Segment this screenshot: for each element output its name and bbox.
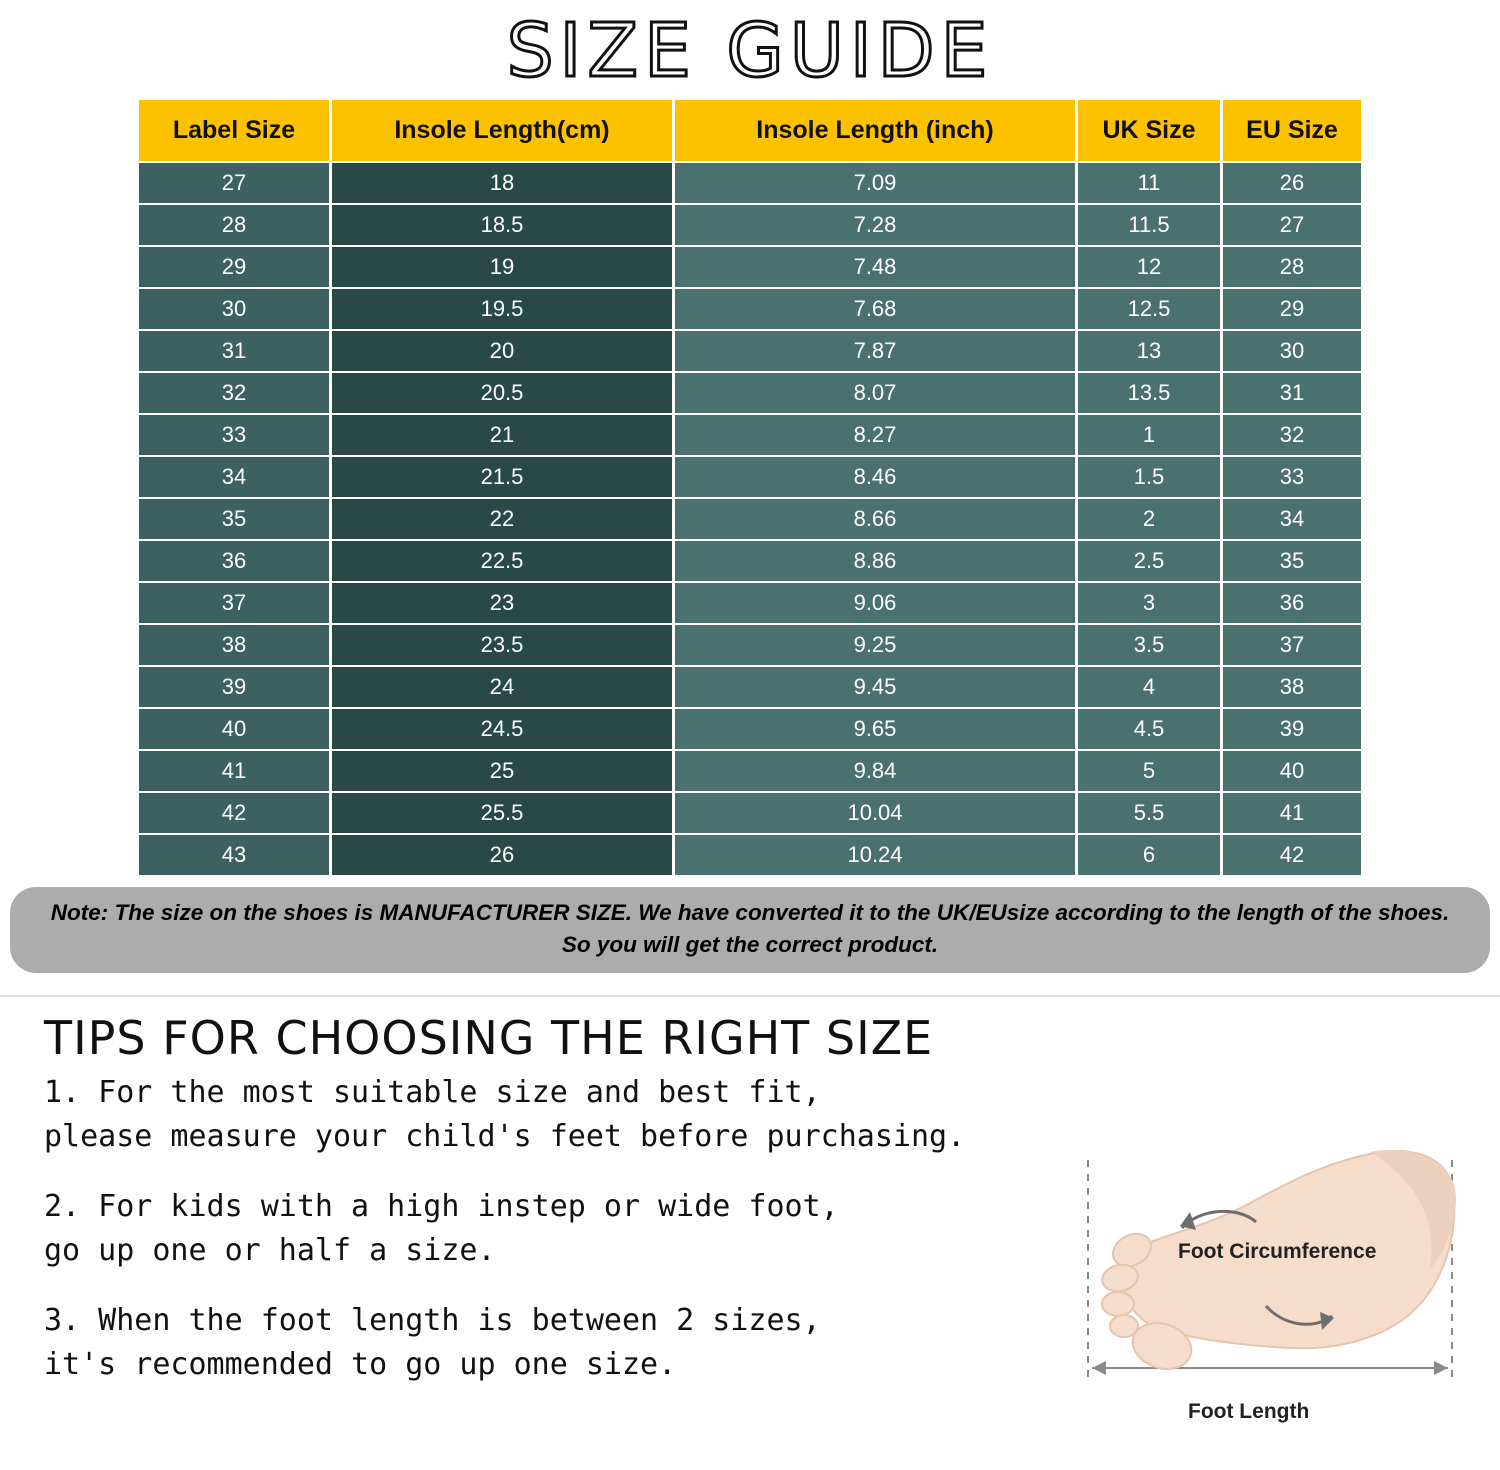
table-cell: 9.65 <box>675 709 1075 749</box>
table-cell: 30 <box>1223 331 1361 371</box>
table-cell: 11.5 <box>1078 205 1220 245</box>
size-table-container <box>0 98 1500 877</box>
table-cell: 31 <box>1223 373 1361 413</box>
table-cell: 19 <box>332 247 672 287</box>
table-cell: 1 <box>1078 415 1220 455</box>
table-cell: 4.5 <box>1078 709 1220 749</box>
table-cell: 2.5 <box>1078 541 1220 581</box>
table-cell: 24.5 <box>332 709 672 749</box>
table-row <box>139 709 1361 749</box>
table-cell: 8.07 <box>675 373 1075 413</box>
tip-item-1: 1. For the most suitable size and best fit, please measure your child's feet before purchasing. <box>44 1075 966 1154</box>
table-row <box>139 205 1361 245</box>
table-cell: 7.48 <box>675 247 1075 287</box>
table-row <box>139 163 1361 203</box>
table-cell: 42 <box>1223 835 1361 875</box>
table-cell: 8.46 <box>675 457 1075 497</box>
tips-heading: TIPS FOR CHOOSING THE RIGHT SIZE <box>44 1011 934 1065</box>
table-cell: 41 <box>1223 793 1361 833</box>
foot-diagram-icon <box>1070 1100 1470 1440</box>
table-row <box>139 499 1361 539</box>
table-cell: 3.5 <box>1078 625 1220 665</box>
foot-measurement-illustration <box>1070 1100 1470 1440</box>
table-cell: 8.27 <box>675 415 1075 455</box>
table-cell: 5 <box>1078 751 1220 791</box>
table-cell: 19.5 <box>332 289 672 329</box>
tip-item-3: 3. When the foot length is between 2 sizes, it's recommended to go up one size. <box>44 1303 821 1382</box>
table-cell: 34 <box>1223 499 1361 539</box>
table-cell: 9.45 <box>675 667 1075 707</box>
foot-length-label: Foot Length <box>1188 1400 1310 1423</box>
table-row <box>139 751 1361 791</box>
table-cell: 38 <box>139 625 329 665</box>
table-cell: 43 <box>139 835 329 875</box>
table-cell: 8.86 <box>675 541 1075 581</box>
table-cell: 25 <box>332 751 672 791</box>
table-cell: 37 <box>139 583 329 623</box>
table-cell: 30 <box>139 289 329 329</box>
table-cell: 42 <box>139 793 329 833</box>
table-header <box>139 100 1361 161</box>
table-cell: 39 <box>139 667 329 707</box>
table-cell: 33 <box>139 415 329 455</box>
column-header-uk-size: UK Size <box>1078 100 1220 161</box>
table-row <box>139 415 1361 455</box>
table-cell: 7.28 <box>675 205 1075 245</box>
table-cell: 29 <box>139 247 329 287</box>
table-row <box>139 583 1361 623</box>
table-cell: 24 <box>332 667 672 707</box>
table-cell: 9.84 <box>675 751 1075 791</box>
table-cell: 26 <box>1223 163 1361 203</box>
table-cell: 21.5 <box>332 457 672 497</box>
table-cell: 23.5 <box>332 625 672 665</box>
table-cell: 7.87 <box>675 331 1075 371</box>
table-cell: 20 <box>332 331 672 371</box>
size-table <box>136 98 1364 877</box>
table-cell: 9.06 <box>675 583 1075 623</box>
table-cell: 27 <box>139 163 329 203</box>
table-cell: 36 <box>1223 583 1361 623</box>
table-cell: 22.5 <box>332 541 672 581</box>
table-cell: 32 <box>1223 415 1361 455</box>
table-row <box>139 793 1361 833</box>
table-row <box>139 247 1361 287</box>
table-cell: 20.5 <box>332 373 672 413</box>
page-title: SIZE GUIDE <box>506 8 994 94</box>
table-cell: 33 <box>1223 457 1361 497</box>
table-cell: 28 <box>1223 247 1361 287</box>
table-cell: 7.09 <box>675 163 1075 203</box>
table-row <box>139 373 1361 413</box>
column-header-insole-inch: Insole Length (inch) <box>675 100 1075 161</box>
manufacturer-size-note: Note: The size on the shoes is MANUFACTURER SIZE. We have converted it to the UK/EUsize according to the length of the shoes. So you will get the correct product. <box>10 887 1490 973</box>
table-row <box>139 667 1361 707</box>
table-cell: 21 <box>332 415 672 455</box>
table-cell: 34 <box>139 457 329 497</box>
column-header-insole-cm: Insole Length(cm) <box>332 100 672 161</box>
table-row <box>139 457 1361 497</box>
table-cell: 26 <box>332 835 672 875</box>
table-cell: 2 <box>1078 499 1220 539</box>
table-cell: 37 <box>1223 625 1361 665</box>
table-cell: 35 <box>139 499 329 539</box>
table-cell: 41 <box>139 751 329 791</box>
table-cell: 12.5 <box>1078 289 1220 329</box>
table-cell: 22 <box>332 499 672 539</box>
table-cell: 12 <box>1078 247 1220 287</box>
table-row <box>139 625 1361 665</box>
table-cell: 35 <box>1223 541 1361 581</box>
table-cell: 39 <box>1223 709 1361 749</box>
table-cell: 38 <box>1223 667 1361 707</box>
tip-item-2: 2. For kids with a high instep or wide foot, go up one or half a size. <box>44 1189 839 1268</box>
table-cell: 18.5 <box>332 205 672 245</box>
table-cell: 9.25 <box>675 625 1075 665</box>
column-header-eu-size: EU Size <box>1223 100 1361 161</box>
table-cell: 28 <box>139 205 329 245</box>
table-cell: 10.24 <box>675 835 1075 875</box>
table-cell: 13.5 <box>1078 373 1220 413</box>
table-cell: 4 <box>1078 667 1220 707</box>
table-row <box>139 331 1361 371</box>
table-cell: 6 <box>1078 835 1220 875</box>
table-cell: 40 <box>1223 751 1361 791</box>
table-cell: 29 <box>1223 289 1361 329</box>
page-title-container <box>0 0 1500 98</box>
table-cell: 5.5 <box>1078 793 1220 833</box>
table-cell: 23 <box>332 583 672 623</box>
table-cell: 3 <box>1078 583 1220 623</box>
table-cell: 7.68 <box>675 289 1075 329</box>
table-cell: 8.66 <box>675 499 1075 539</box>
table-cell: 25.5 <box>332 793 672 833</box>
table-row <box>139 541 1361 581</box>
column-header-label-size: Label Size <box>139 100 329 161</box>
table-cell: 11 <box>1078 163 1220 203</box>
table-cell: 40 <box>139 709 329 749</box>
table-cell: 32 <box>139 373 329 413</box>
table-cell: 10.04 <box>675 793 1075 833</box>
table-cell: 18 <box>332 163 672 203</box>
table-cell: 36 <box>139 541 329 581</box>
table-header-row <box>139 100 1361 161</box>
table-body <box>139 163 1361 875</box>
foot-circumference-label: Foot Circumference <box>1178 1240 1377 1263</box>
table-row <box>139 289 1361 329</box>
table-cell: 1.5 <box>1078 457 1220 497</box>
table-cell: 31 <box>139 331 329 371</box>
table-cell: 27 <box>1223 205 1361 245</box>
table-cell: 13 <box>1078 331 1220 371</box>
table-row <box>139 835 1361 875</box>
